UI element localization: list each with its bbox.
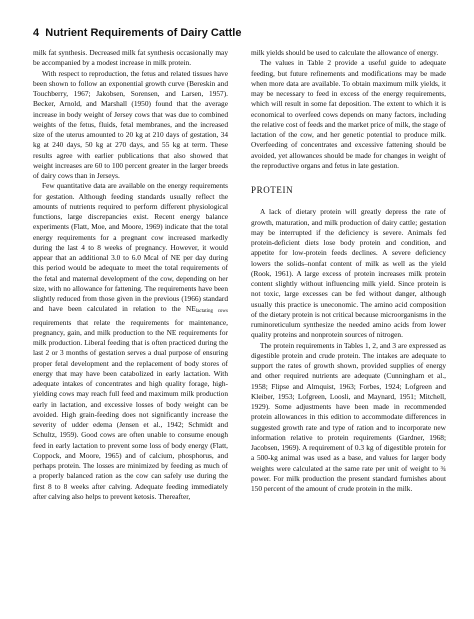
- paragraph: [33, 181, 228, 502]
- paragraph: milk fat synthesis. Decreased milk fat synthesis occasionally may be accompanied by a modest increase in milk protein.: [33, 48, 228, 68]
- page-header: [33, 27, 241, 39]
- paragraph: A lack of dietary protein will greatly depress the rate of growth, maturation, and milk production of dairy cattle; gestation may be interrupted if the deficiency is severe. Animals fed protein-deficient diets lose body protein and condition, and appetite for low-protein feeds declines. A severe deficiency lowers the solids–nonfat content of milk as well as the yield (Rook, 1961). A large excess of protein increases milk protein content slightly without influencing milk yield. Since protein is not toxic, large excesses can be fed without danger, although usually this practice is uneconomic. The amino acid composition of the dietary protein is not critical because microorganisms in the ruminoreticulum synthesize the needed amino acids from lower quality proteins and nonprotein sources of nitrogen.: [251, 207, 446, 340]
- paragraph: The protein requirements in Tables 1, 2, and 3 are expressed as digestible protein and crude protein. The intakes are adequate to support the rates of growth shown, provided supplies of energy and other required nutrients are adequate (Cunningham et al., 1958; Flipse and Almquist, 1963; Forbes, 1924; Lofgreen and Kleiber, 1953; Lofgreen, Loosli, and Maynard, 1951; Mitchell, 1929). Some adjustments have been made in recommended protein allowances in this edition to accommodate differences in suggested growth rate and type of ration and to incorporate new information relative to protein requirements (Gardner, 1968; Jacobsen, 1969). A requirement of 0.3 kg of digestible protein for a 500-kg animal was used as a base, and values for larger body weights were calculated at the same rate per unit of weight to ¾ power. For milk production the present standard furnishes about 150 percent of the amount of crude protein in the milk.: [251, 340, 446, 493]
- paragraph: milk yields should be used to calculate the allowance of energy.: [251, 48, 439, 57]
- paragraph: The values in Table 2 provide a useful guide to adequate feeding, but future refinements and modifications may be made when more data are available. To obtain maximum milk yields, it may be necessary to feed in excess of the energy requirements, which will result in some fat deposition. The extent to which it is economical to overfeed cows depends on many factors, including the relative cost of feeds and the market price of milk, the stage of lactation of the cow, and her genetic potential to produce milk. Overfeeding of concentrates and excessive fattening should be avoided, yet allowances should be made for changes in weight of the reproductive organs and fetus in late gestation.: [251, 58, 446, 170]
- paragraph-text: requirements that relate the requirements for maintenance, pregnancy, gain, and milk production to the NE requirements for milk production. Liberal feeding that is often practiced during the last 2 or 3 months of gestation serves a dual purpose of ensuring proper fetal development and the replacement of body stores of energy that may have been catabolized in early lactation. With adequate intakes of concentrates and high quality forage, high-yielding cows may reach full feed and maximum milk production early in lactation, and excessive losses of body weight can be avoided. High grain-feeding does not significantly increase the severity of udder edema (Jensen et al., 1942; Schmidt and Schultz, 1959). Good cows are often unable to consume enough feed in early lactation to prevent some loss of body energy (Flatt, Coppock, and Moore, 1965) and of calcium, phosphorus, and perhaps protein. The losses are minimized by feeding as much of a properly balanced ration as the cow can safely use during the first 8 to 8 weeks after calving. Adequate feeding immediately after calving also helps to prevent ketosis. Thereafter,: [33, 317, 228, 501]
- right-column: [251, 48, 446, 494]
- page-number: 4: [33, 27, 40, 39]
- running-title: Nutrient Requirements of Dairy Cattle: [45, 27, 242, 39]
- subscript: lactating cows: [195, 309, 228, 315]
- paragraph-text: Few quantitative data are available on the energy requirements for gestation. Although feeding standards usually reflect the amounts of nutrients required to perform different physiological functions, large discrepancies exist. Recent energy balance experiments (Flatt, Moe, and Moore, 1969) indicate that the total energy requirements for a pregnant cow increased markedly during the last 4 to 8 weeks of pregnancy. However, it would appear that an additional 3.0 to 6.0 Mcal of NE per day during this period would be adequate to meet the total requirements of the fetal and maternal development of the cow, depending on her size, with no allowance for fattening. The requirements have been slightly reduced from those given in the previous (1966) standard and have been calculated in relation to the NE: [33, 181, 228, 314]
- paragraph: With respect to reproduction, the fetus and related tissues have been shown to follow an exponential growth curve (Bereskin and Touchberry, 1967; Jakobsen, Sorensen, and Larsen, 1957). Becker, Arnold, and Marshall (1950) found that the average increase in body weight of Jersey cows that was due to combined weights of the fetus, fluids, fetal membranes, and the increased size of the uterus amounted to 20 kg at 210 days of gestation, 34 kg at 240 days, 50 kg at 270 days, and 55 kg at term. These results agree with earlier publications that also showed that weight increases are 60 to 100 percent greater in the larger breeds of dairy cows than in Jerseys.: [33, 68, 228, 180]
- section-heading: PROTEIN: [251, 185, 294, 195]
- left-column: [33, 48, 228, 502]
